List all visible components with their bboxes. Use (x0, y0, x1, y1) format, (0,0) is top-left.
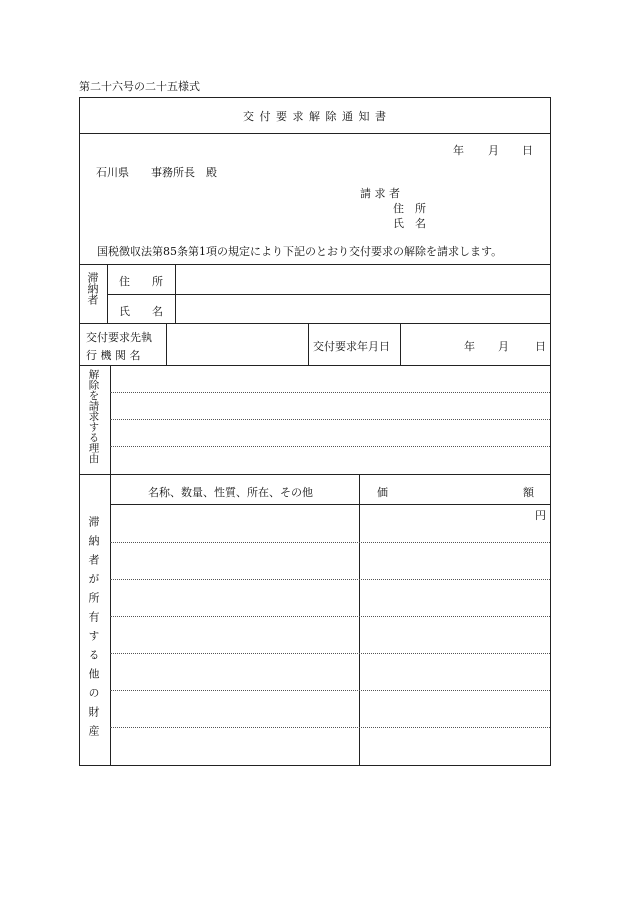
form-number: 第二十六号の二十五様式 (79, 80, 200, 93)
delinquent-address-label: 住 所 (119, 275, 163, 288)
agency-date-label: 交付要求年月日 (313, 340, 390, 353)
date-day-label: 日 (522, 144, 533, 157)
reason-line (110, 419, 550, 420)
date-month-label: 月 (488, 144, 499, 157)
agency-date-month: 月 (498, 340, 509, 353)
agency-date-day: 日 (535, 340, 546, 353)
requester-address-label: 住 所 (393, 202, 426, 215)
property-value-header-b: 額 (523, 486, 534, 499)
requester-label: 請 求 者 (360, 187, 400, 200)
property-row-line (110, 653, 550, 654)
divider (110, 504, 550, 505)
divider (359, 474, 360, 765)
reason-side-label: 解除を請求する理由 (87, 369, 100, 464)
divider (400, 323, 401, 365)
agency-label-line2: 行 機 関 名 (86, 349, 141, 362)
agency-label-line1: 交付要求先執 (86, 331, 152, 344)
property-row-line (110, 579, 550, 580)
form-title: 交 付 要 求 解 除 通 知 書 (243, 110, 387, 123)
property-side-label: 滞納者が所有する他の財産 (87, 516, 100, 744)
request-statement: 国税徴収法第85条第1項の規定により下記のとおり交付要求の解除を請求します。 (97, 245, 503, 258)
reason-line (110, 446, 550, 447)
requester-name-label: 氏 名 (393, 217, 426, 230)
divider (110, 474, 111, 765)
delinquent-side-label: 滞納者 (86, 272, 99, 305)
reason-line (110, 392, 550, 393)
divider (80, 133, 550, 134)
notice-form (79, 97, 551, 766)
yen-unit: 円 (535, 509, 546, 522)
property-row-line (110, 616, 550, 617)
property-row-line (110, 542, 550, 543)
divider (80, 365, 550, 366)
divider (80, 264, 550, 265)
delinquent-name-label: 氏 名 (119, 305, 163, 318)
property-name-header: 名称、数量、性質、所在、その他 (148, 486, 313, 499)
divider (107, 294, 550, 295)
divider (166, 323, 167, 365)
property-value-header-a: 価 (377, 486, 388, 499)
date-year-label: 年 (453, 144, 464, 157)
divider (80, 474, 550, 475)
property-row-line (110, 727, 550, 728)
agency-date-year: 年 (464, 340, 475, 353)
property-row-line (110, 690, 550, 691)
addressee: 石川県 事務所長 殿 (96, 166, 217, 179)
divider (80, 323, 550, 324)
divider (308, 323, 309, 365)
